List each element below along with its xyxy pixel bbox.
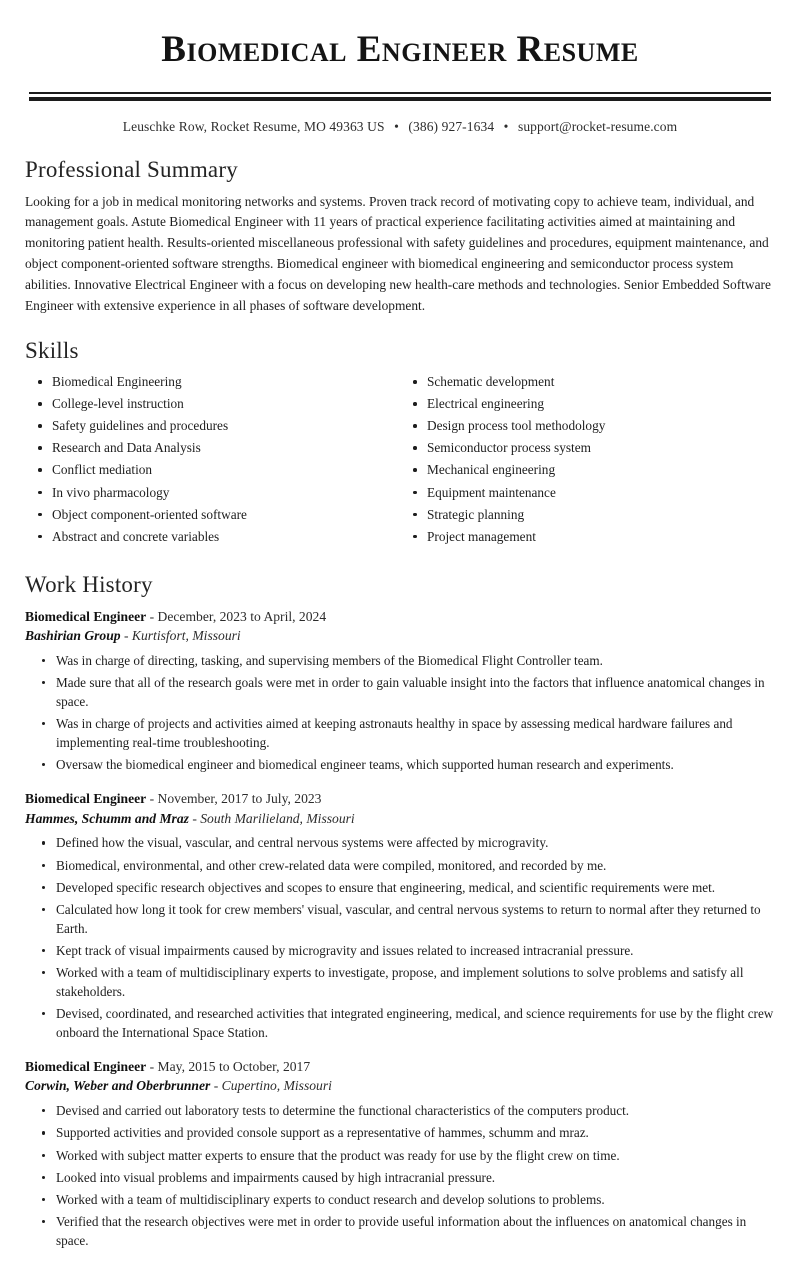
job-title-line [25, 607, 775, 627]
skills-columns [25, 373, 775, 549]
skill-item: Schematic development [400, 373, 775, 391]
job-company: Corwin, Weber and Oberbrunner [25, 1078, 211, 1094]
job-location: Cupertino, Missouri [221, 1078, 332, 1094]
work-history-entry [25, 789, 775, 1043]
skills-column-right [400, 373, 775, 549]
contact-email: support@rocket-resume.com [517, 118, 678, 134]
job-bullet: Was in charge of directing, tasking, and supervising members of the Biomedical Flight Controller team. [25, 652, 775, 671]
job-location: Kurtisfort, Missouri [131, 628, 241, 644]
skill-item: Abstract and concrete variables [25, 528, 400, 546]
job-dates: December, 2023 to April, 2024 [157, 608, 327, 624]
job-bullet-list [25, 652, 775, 775]
page-title: Biomedical Engineer Resume [161, 29, 639, 70]
job-separator: - [120, 628, 132, 644]
skills-list-left [25, 373, 400, 545]
skill-item: Equipment maintenance [400, 484, 775, 502]
job-bullet: Made sure that all of the research goals were met in order to gain valuable insight into the factors that influence anatomical changes in space. [25, 674, 775, 711]
section-work-history [25, 572, 775, 1251]
job-bullet: Biomedical, environmental, and other crew-related data were compiled, monitored, and recorded by me. [25, 857, 775, 876]
skill-item: Mechanical engineering [400, 461, 775, 479]
job-bullet-list [25, 1102, 775, 1251]
work-history-entry [25, 1057, 775, 1251]
skill-item: In vivo pharmacology [25, 484, 400, 502]
job-separator: - [210, 1078, 222, 1094]
resume-page [0, 30, 800, 1262]
section-skills [25, 338, 775, 549]
skill-item: Biomedical Engineering [25, 373, 400, 391]
contact-separator-2: • [503, 118, 509, 134]
job-bullet: Supported activities and provided console support as a representative of hammes, schumm and mraz. [25, 1124, 775, 1143]
job-bullet: Kept track of visual impairments caused by microgravity and issues related to increased intracranial pressure. [25, 942, 775, 961]
job-dates: November, 2017 to July, 2023 [157, 790, 322, 806]
job-company: Hammes, Schumm and Mraz [25, 810, 189, 826]
skill-item: Object component-oriented software [25, 506, 400, 524]
job-location: South Marilieland, Missouri [200, 810, 355, 826]
divider-line-thick [29, 97, 771, 101]
work-history-list [25, 607, 775, 1251]
job-separator: - [146, 1058, 158, 1074]
job-bullet: Worked with a team of multidisciplinary experts to investigate, propose, and implement solutions to solve problems and satisfy all stakeholders. [25, 964, 775, 1001]
job-title: Biomedical Engineer [25, 1058, 147, 1074]
job-bullet: Worked with a team of multidisciplinary experts to conduct research and develop solutions to problems. [25, 1191, 775, 1210]
job-company-line [25, 809, 775, 829]
skills-column-left [25, 373, 400, 549]
title-divider [29, 92, 771, 101]
section-professional-summary [25, 157, 775, 317]
job-title: Biomedical Engineer [25, 608, 147, 624]
job-bullet: Devised, coordinated, and researched activities that integrated engineering, medical, and science requirements for use by the flight crew onboard the International Space Station. [25, 1005, 775, 1042]
summary-heading: Professional Summary [25, 156, 238, 182]
skill-item: Conflict mediation [25, 461, 400, 479]
job-separator: - [188, 810, 201, 826]
summary-text: Looking for a job in medical monitoring networks and systems. Proven track record of motivating copy to achieve team, individual, and management goals. Astute Biomedical Engineer with 11 years of practical experience facilitating activities aimed at maintaining and monitoring patient health. Results-oriented miscellaneous professional with safety guidelines and procedures, equipment maintenance, and object component-oriented software strengths. Biomedical engineer with biomedical engineering and semiconductor process system abilities. Innovative Electrical Engineer with a focus on developing new health-care methods and technologies. Senior Embedded Software Engineer with extensive experience in all phases of software development. [25, 193, 771, 313]
job-company-line [25, 626, 775, 646]
skill-item: Safety guidelines and procedures [25, 417, 400, 435]
job-bullet: Looked into visual problems and impairments caused by high intracranial pressure. [25, 1169, 775, 1188]
skill-item: Project management [400, 528, 775, 546]
job-bullet: Verified that the research objectives were met in order to provide useful information about the influences on anatomical changes in space. [25, 1213, 775, 1250]
work-history-heading: Work History [25, 571, 153, 597]
job-bullet-list [25, 834, 775, 1042]
job-title-line [25, 789, 775, 809]
skill-item: Research and Data Analysis [25, 439, 400, 457]
job-bullet: Worked with subject matter experts to ensure that the product was ready for use by the flight crew on time. [25, 1147, 775, 1166]
job-dates: May, 2015 to October, 2017 [157, 1058, 311, 1074]
skill-item: Design process tool methodology [400, 417, 775, 435]
contact-phone: (386) 927-1634 [408, 118, 495, 134]
skill-item: Strategic planning [400, 506, 775, 524]
skills-heading: Skills [25, 338, 79, 364]
skill-item: College-level instruction [25, 395, 400, 413]
job-company-line [25, 1076, 775, 1096]
job-bullet: Defined how the visual, vascular, and central nervous systems were affected by microgravity. [25, 834, 775, 853]
job-separator: - [146, 608, 158, 624]
contact-address: Leuschke Row, Rocket Resume, MO 49363 US [122, 118, 385, 134]
job-bullet: Oversaw the biomedical engineer and biomedical engineer teams, which supported human research and experiments. [25, 756, 775, 775]
contact-separator-1: • [394, 118, 399, 134]
job-bullet: Devised and carried out laboratory tests to determine the functional characteristics of the computers product. [25, 1102, 775, 1121]
job-title-line [25, 1057, 775, 1077]
skills-list-right [400, 373, 775, 545]
job-separator: - [146, 790, 158, 806]
job-bullet: Calculated how long it took for crew members' visual, vascular, and central nervous systems to return to normal after they returned to Earth. [25, 901, 775, 938]
job-company: Bashirian Group [25, 628, 121, 644]
work-history-entry [25, 607, 775, 775]
skill-item: Electrical engineering [400, 395, 775, 413]
skill-item: Semiconductor process system [400, 439, 775, 457]
job-bullet: Developed specific research objectives and scopes to ensure that engineering, medical, and scientific requirements were met. [25, 879, 775, 898]
job-title: Biomedical Engineer [25, 790, 147, 806]
job-bullet: Was in charge of projects and activities aimed at keeping astronauts healthy in space by assessing medical hardware failures and implementing real-time troubleshooting. [25, 715, 775, 752]
contact-info [25, 119, 775, 135]
